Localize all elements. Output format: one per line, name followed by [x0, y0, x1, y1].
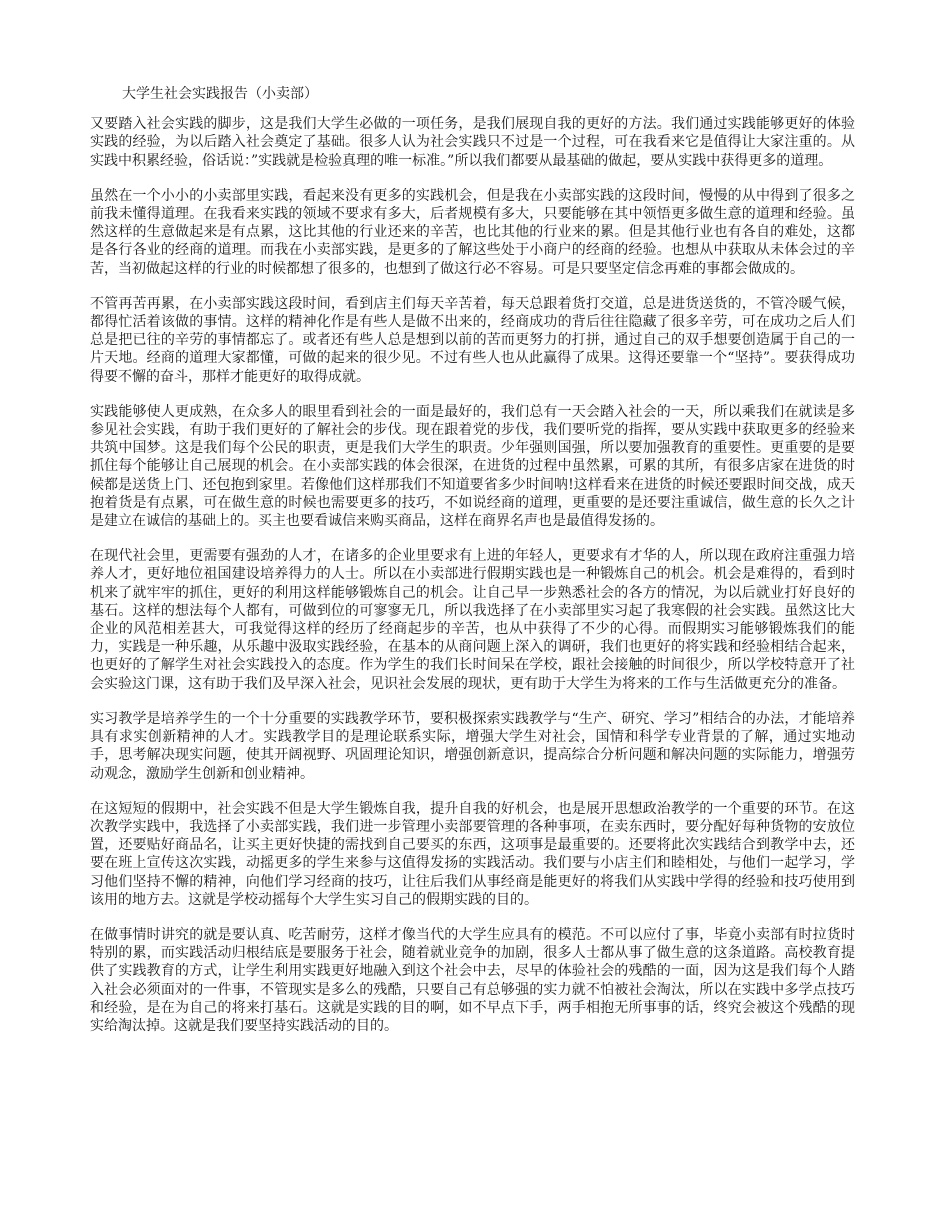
paragraph-6: 实习教学是培养学生的一个十分重要的实践教学环节，要积极探索实践教学与“生产、研究、学习”相结合的办法，才能培养具有求实创新精神的人才。实践教学目的是理论联系实际，增强大学生对社会，国情和科学专业背景的了解，通过实地动手，思考解决现实问题，使其开阔视野、巩固理论知识，增强创新意识，提高综合分析问题和解决问题的实际能力，增强劳动观念，激励学生创新和创业精神。	[90, 710, 855, 782]
paragraph-5: 在现代社会里，更需要有强劲的人才，在诸多的企业里要求有上进的年轻人，更要求有才华的人，所以现在政府注重强力培养人才，更好地位祖国建设培养得力的人士。所以在小卖部进行假期实践也是一种锻炼自己的机会。机会是难得的，看到时机来了就牢牢的抓住，更好的利用这样能够锻炼自己的机会。让自己早一步熟悉社会的各方的情况，为以后就业打好良好的基石。这样的想法每个人都有，可做到位的可寥寥无几，所以我选择了在小卖部里实习起了我寒假的社会实践。虽然这比大企业的风范相差甚大，可我觉得这样的经历了经商起步的辛苦，也从中获得了不少的心得。而假期实习能够锻炼我们的能力，实践是一种乐趣，从乐趣中汲取实践经验，在基本的从商问题上深入的调研，我们也更好的将实践和经验相结合起来，也更好的了解学生对社会实践投入的态度。作为学生的我们长时间呆在学校，跟社会接触的时间很少，所以学校特意开了社会实验这门课，这有助于我们及早深入社会，见识社会发展的现状，更有助于大学生为将来的工作与生活做更充分的准备。	[90, 548, 855, 692]
paragraph-4: 实践能够使人更成熟，在众多人的眼里看到社会的一面是最好的，我们总有一天会踏入社会的一天，所以乘我们在就读是多参见社会实践，有助于我们更好的了解社会的步伐。现在跟着党的步伐，我们要听党的指挥，要从实践中获取更多的经验来共筑中国梦。这是我们每个公民的职责，更是我们大学生的职责。少年强则国强，所以要加强教育的重要性。更重要的是要抓住每个能够让自己展现的机会。在小卖部实践的体会很深，在进货的过程中虽然累，可累的其所，有很多店家在进货的时候都是送货上门、还包抱到家里。若像他们这样那我们不知道要省多少时间呐!这样看来在进货的时候还要跟时间交战，成天抱着货是有点累，可在做生意的时候也需要更多的技巧，不如说经商的道理，更重要的是还要注重诚信，做生意的长久之计是建立在诚信的基础上的。买主也要看诚信来购买商品，这样在商界名声也是最值得发扬的。	[90, 403, 855, 530]
paragraph-1: 又要踏入社会实践的脚步，这是我们大学生必做的一项任务，是我们展现自我的更好的方法。我们通过实践能够更好的体验实践的经验，为以后踏入社会奠定了基础。很多人认为社会实践只不过是一个过程，可在我看来它是值得让大家注重的。从实践中积累经验，俗话说：”实践就是检验真理的唯一标准。”所以我们都要从最基础的做起，要从实践中获得更多的道理。	[90, 116, 855, 169]
document-page	[90, 85, 855, 1052]
paragraph-8: 在做事情时讲究的就是要认真、吃苦耐劳，这样才像当代的大学生应具有的模范。不可以应付了事，毕竟小卖部有时拉货时特别的累，而实践活动归根结底是要服务于社会，随着就业竞争的加剧，很多人士都从事了做生意的这条道路。高校教育提供了实践教育的方式，让学生利用实践更好地融入到这个社会中去，尽早的体验社会的残酷的一面，因为这是我们每个人踏入社会必须面对的一件事，不管现实是多么的残酷，只要自己有总够强的实力就不怕被社会淘汰，所以在实践中多学点技巧和经验，是在为自己的将来打基石。这就是实践的目的啊，如不早点下手，两手相抱无所事事的话，终究会被这个残酷的现实给淘汰掉。这就是我们要坚持实践活动的目的。	[90, 926, 855, 1034]
paragraph-3: 不管再苦再累，在小卖部实践这段时间，看到店主们每天辛苦着，每天总跟着货打交道，总是进货送货的，不管冷暖气候，都得忙活着该做的事情。这样的精神化作是有些人是做不出来的，经商成功的背后往往隐藏了很多辛劳，可在成功之后人们总是把已往的辛劳的事情都忘了。或者还有些人总是想到以前的苦而更努力的打拼，通过自己的双手想要创造属于自己的一片天地。经商的道理大家都懂，可做的起来的很少见。不过有些人也从此赢得了成果。这得还要靠一个“坚持”。要获得成功得要不懈的奋斗，那样才能更好的取得成就。	[90, 295, 855, 385]
paragraph-2: 虽然在一个小小的小卖部里实践，看起来没有更多的实践机会，但是我在小卖部实践的这段时间，慢慢的从中得到了很多之前我未懂得道理。在我看来实践的领域不要求有多大，后者规模有多大，只要能够在其中领悟更多做生意的道理和经验。虽然这样的生意做起来是有点累，这比其他的行业还来的辛苦，也比其他的行业来的累。但是其他行业也有各自的难处，这都是各行各业的经商的道理。而我在小卖部实践，是更多的了解这些处于小商户的经商的经验。也想从中获取从未体会过的辛苦，当初做起这样的行业的时候都想了很多的，也想到了做这行必不容易。可是只要坚定信念再难的事都会做成的。	[90, 187, 855, 277]
document-title: 大学生社会实践报告（小卖部）	[122, 86, 318, 102]
paragraph-7: 在这短短的假期中，社会实践不但是大学生锻炼自我，提升自我的好机会，也是展开思想政治教学的一个重要的环节。在这次教学实践中，我选择了小卖部实践，我们进一步管理小卖部要管理的各种事项，在卖东西时，要分配好每种货物的安放位置，还要贴好商品名，让买主更好快捷的需找到自己要买的东西，这项事是最重要的。还要将此次实践结合到教学中去，还要在班上宣传这次实践，动摇更多的学生来参与这值得发扬的实践活动。我们要与小店主们和睦相处，与他们一起学习，学习他们坚持不懈的精神，向他们学习经商的技巧，让往后我们从事经商是能更好的将我们从实践中学得的经验和技巧使用到该用的地方去。这就是学校动摇每个大学生实习自己的假期实践的目的。	[90, 800, 855, 908]
